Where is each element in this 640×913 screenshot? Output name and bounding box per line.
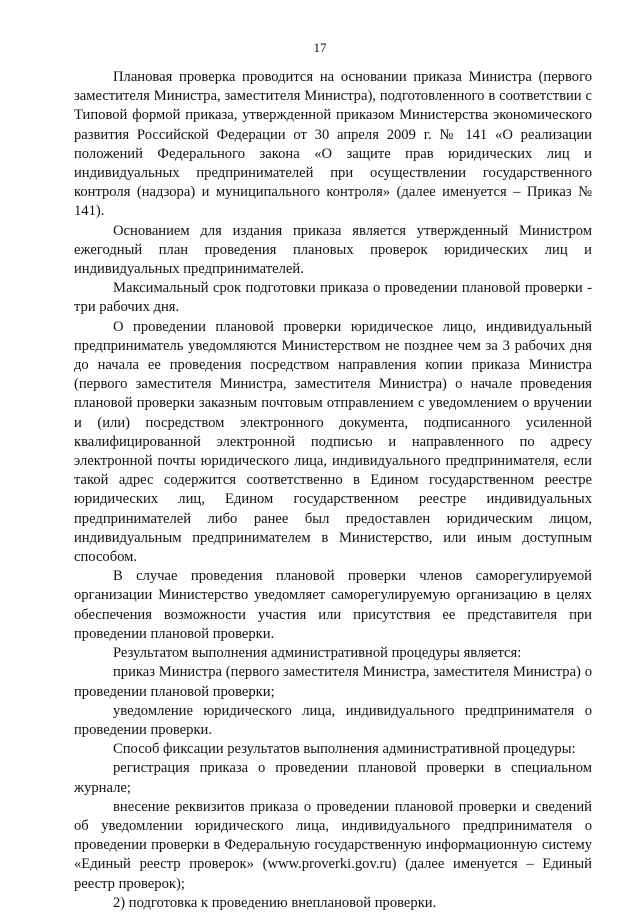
document-body (74, 68, 592, 913)
paragraph-result-order: приказ Министра (первого заместителя Министра, заместителя Министра) о проведении плановой проверки; (74, 664, 592, 700)
paragraph-procedure-result-heading: Результатом выполнения административной процедуры является: (113, 645, 522, 662)
page-number: 17 (313, 40, 327, 55)
paragraph-journal-registration: регистрация приказа о проведении плановой проверки в специальном журнале; (74, 760, 592, 796)
paragraph-result-notification: уведомление юридического лица, индивидуального предпринимателя о проведении проверки. (74, 702, 592, 738)
paragraph-preparation-deadline: Максимальный срок подготовки приказа о проведении плановой проверки - три рабочих дня. (74, 280, 592, 316)
paragraph-order-grounds: Основанием для издания приказа является утвержденный Министром ежегодный план проведения плановых проверок юридических лиц и индивидуальных предпринимателей. (74, 222, 592, 278)
paragraph-unscheduled-inspection: 2) подготовка к проведению внеплановой проверки. (113, 894, 437, 911)
paragraph-planned-inspection-basis: Плановая проверка проводится на основании приказа Министра (первого заместителя Министра, заместителя Министра), подготовленного в соответствии с Типовой формой приказа, утвержденной приказом Министерства экономического развития Российской Федерации от 30 апреля 2009 г. № 141 «О реализации положений Федерального закона «О защите прав юридических лиц и индивидуальных предпринимателей при осуществлении государственного контроля (надзора) и муниципального контроля» (далее именуется – Приказ № 141). (74, 69, 592, 220)
paragraph-recording-method-heading: Способ фиксации результатов выполнения административной процедуры: (113, 741, 576, 758)
paragraph-notification: О проведении плановой проверки юридическое лицо, индивидуальный предприниматель уведомляются Министерством не позднее чем за 3 рабочих дня до начала ее проведения посредством направления копии приказа Министра (первого заместителя Министра, заместителя Министра) о начале проведения плановой проверки заказным почтовым отправлением с уведомлением о вручении и (или) посредством электронного документа, подписанного усиленной квалифицированной электронной подписью и направленного по адресу электронной почты юридического лица, индивидуального предпринимателя, если такой адрес содержится соответственно в Едином государственном реестре юридических лиц, Едином государственном реестре индивидуальных предпринимателей либо ранее был предоставлен юридическим лицом, индивидуальным предпринимателем в Министерство, или иным доступным способом. (74, 318, 592, 566)
paragraph-self-regulatory-organization: В случае проведения плановой проверки членов саморегулируемой организации Министерство уведомляет саморегулируемую организацию в целях обеспечения возможности участия или присутствия ее представителя при проведении плановой проверки. (74, 568, 592, 642)
paragraph-registry-entry: внесение реквизитов приказа о проведении плановой проверки и сведений об уведомлении юридического лица, индивидуального предпринимателя о проведении проверки в Федеральную государственную информационную систему «Единый реестр проверок» (www.proverki.gov.ru) (далее именуется – Единый реестр проверок); (74, 798, 592, 892)
